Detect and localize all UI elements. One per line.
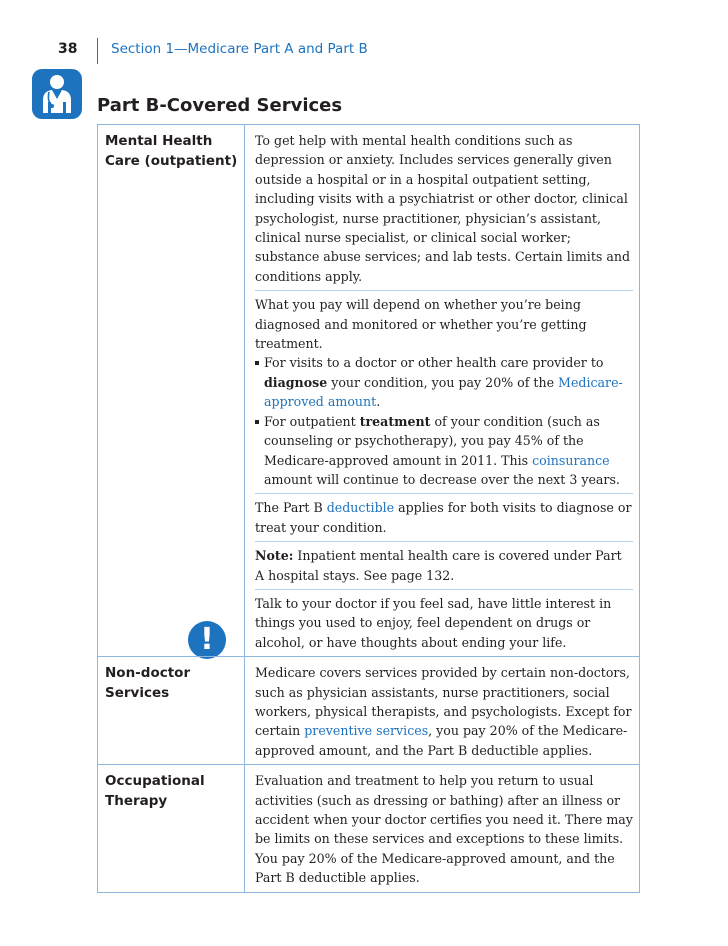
paragraph-text: applies for both visits to diagnose or treat your condition. [255, 500, 632, 535]
bullet-text: For visits to a doctor or other health care provider to [264, 355, 604, 371]
bullet-text: of your condition (such as counseling or psychotherapy), you pay 45% of the Medicare-approved amount in 2011. This [264, 413, 600, 468]
table-row-mental-health [98, 125, 639, 656]
mental-cost-block [255, 290, 633, 489]
mental-deductible [255, 493, 633, 537]
row-label-mental-health: Mental Health Care (outpatient) [105, 133, 238, 169]
table-row-occupational-therapy [98, 764, 639, 891]
note-text: Inpatient mental health care is covered under Part A hospital stays. See page 132. [255, 548, 622, 583]
row-label-non-doctor: Non-doctor Services [105, 665, 191, 702]
row-description-non-doctor [244, 657, 639, 764]
row-description-mental-health [244, 125, 639, 656]
non-doctor-text [255, 663, 633, 760]
exclamation-icon: ! [188, 621, 226, 659]
bullet-treatment [255, 412, 633, 490]
medicare-approved-amount-link[interactable]: Medicare-approved amount [264, 374, 623, 410]
preventive-services-link[interactable]: preventive services [304, 723, 429, 739]
row-label-occupational-therapy: Occupational Therapy [105, 773, 205, 810]
section-title: Section 1—Medicare Part A and Part B [111, 41, 368, 57]
paragraph-text: The Part B [255, 500, 327, 516]
row-description-occupational-therapy [244, 765, 639, 891]
mental-cost-intro: What you pay will depend on whether you’re being diagnosed and monitored or whether you’re getting treatment. [255, 297, 587, 352]
mental-talk-to-doctor: Talk to your doctor if you feel sad, have little interest in things you used to enjoy, feel dependent on drugs or alcohol, or have thoughts about ending your life. [255, 589, 633, 652]
bullet-diagnose [255, 353, 633, 411]
mental-intro: To get help with mental health conditions such as depression or anxiety. Includes services generally given outside a hospital or in a hospital outpatient setting, including visits with a psychiatrist or other doctor, clinical psychologist, nurse practitioner, physician’s assistant, clinical nurse specialist, or clinical social worker; substance abuse services; and lab tests. Certain limits and conditions apply. [255, 133, 631, 284]
bullet-text: . [376, 394, 381, 410]
bullet-text: For outpatient [264, 413, 360, 429]
deductible-link[interactable]: deductible [326, 500, 395, 516]
paragraph-text: Medicare covers services provided by certain non-doctors, such as physician assistants, nurse practitioners, social workers, physical therapists, and psychologists. Except for certain [255, 665, 632, 739]
occupational-text: Evaluation and treatment to help you return to usual activities (such as dressing or bathing) after an illness or accident when your doctor certifies you need it. There may be limits on these services and exceptions to these limits. You pay 20% of the Medicare-approved amount, and the Part B deductible applies. [255, 773, 633, 886]
table-row-non-doctor [98, 656, 639, 764]
bullet-bold: treatment [359, 413, 431, 429]
mental-note [255, 541, 633, 585]
bullet-text: your condition, you pay 20% of the [327, 374, 559, 390]
page-header [0, 30, 728, 70]
page-number: 38 [58, 41, 78, 57]
bullet-text: amount will continue to decrease over the next 3 years. [264, 471, 620, 487]
bullet-bold: diagnose [264, 374, 328, 390]
header-divider [97, 38, 98, 64]
paragraph-text: , you pay 20% of the Medicare-approved amount, and the Part B deductible applies. [255, 723, 628, 758]
doctor-icon [32, 69, 82, 119]
note-label: Note: [255, 548, 294, 564]
coinsurance-link[interactable]: coinsurance [532, 452, 610, 468]
services-table [97, 124, 640, 893]
page-title: Part B-Covered Services [97, 95, 343, 116]
